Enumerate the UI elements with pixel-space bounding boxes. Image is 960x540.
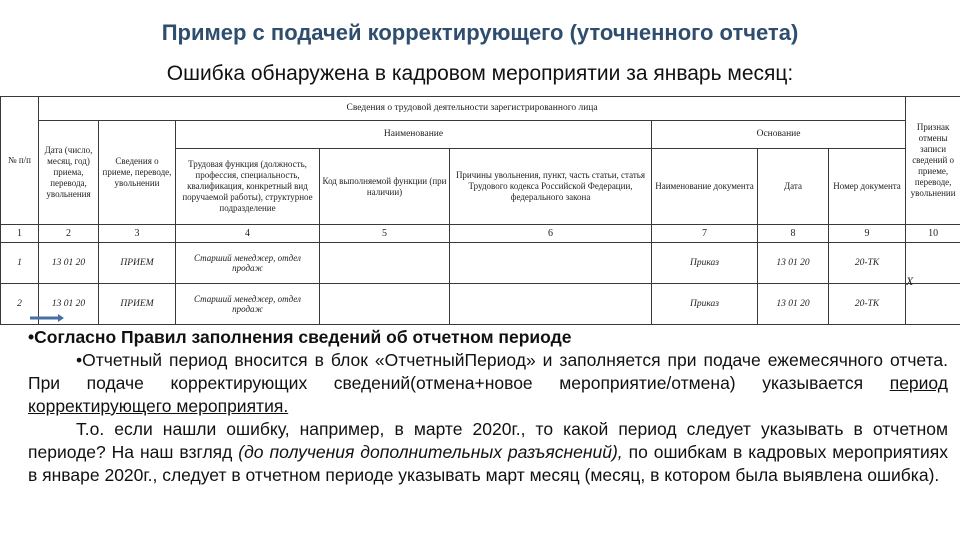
row-doc-date: 13 01 20: [758, 243, 829, 284]
header-function-code: Код выполняемой функции (при наличии): [320, 149, 450, 225]
cancel-x-mark: X: [906, 274, 914, 288]
row-info: ПРИЕМ: [99, 243, 176, 284]
row-function: Старший менеджер, отдел продаж: [176, 243, 320, 284]
para2-text: Т.о. если нашли ошибку, например, в марте 2020г., то какой период следует указывать в отчетном периоде? На наш взгляд: [28, 419, 948, 462]
header-reasons: Причины увольнения, пункт, часть статьи, статья Трудового кодекса Российской Федерации, федерального закона: [450, 149, 652, 225]
col-number: 4: [176, 225, 320, 243]
col-number: 1: [1, 225, 39, 243]
col-number: 5: [320, 225, 450, 243]
table-row: [1, 284, 960, 325]
body-paragraph-1: •Отчетный период вносится в блок «ОтчетныйПериод» и заполняется при подаче ежемесячного отчета. При подаче корректирующих сведений(отмена+новое мероприятие/отмена) указывается период корректирующего мероприятия.: [28, 350, 948, 416]
row-doc-date: 13 01 20: [758, 284, 829, 325]
row-info: ПРИЕМ: [99, 284, 176, 325]
row-cancel: [906, 243, 960, 284]
row-code: [320, 243, 450, 284]
col-number: 9: [829, 225, 906, 243]
column-numbers-row: [1, 225, 960, 243]
slide-title: Пример с подачей корректирующего (уточненного отчета): [161, 20, 799, 45]
row-date: 13 01 20: [39, 284, 99, 325]
table-row: [1, 243, 960, 284]
row-cancel: [906, 284, 960, 325]
header-num: № п/п: [1, 97, 39, 225]
row-num: 2: [1, 284, 39, 325]
header-group-basis: Основание: [652, 121, 906, 149]
header-group-name: Наименование: [176, 121, 652, 149]
para2-italic: (до получения дополнительных разъяснений),: [238, 442, 623, 462]
col-number: 2: [39, 225, 99, 243]
row-doc-number: 20-ТК: [829, 284, 906, 325]
body-heading: •Согласно Правил заполнения сведений об отчетном периоде: [28, 327, 572, 347]
row-doc-number: 20-ТК: [829, 243, 906, 284]
col-number: 3: [99, 225, 176, 243]
para1-text: Отчетный период вносится в блок «ОтчетныйПериод» и заполняется при подаче ежемесячного отчета. При подаче корректирующих сведений(отмена+новое мероприятие/отмена) указывается: [28, 350, 948, 393]
header-date: Дата (число, месяц, год) приема, перевода, увольнения: [39, 121, 99, 225]
header-doc-date: Дата: [758, 149, 829, 225]
header-doc-name: Наименование документа: [652, 149, 758, 225]
row-function: Старший менеджер, отдел продаж: [176, 284, 320, 325]
col-number: 10: [906, 225, 960, 243]
row-reason: [450, 284, 652, 325]
labor-activity-table: [0, 96, 960, 325]
body-heading-text: Согласно Правил заполнения сведений об отчетном периоде: [34, 327, 572, 347]
row-doc-name: Приказ: [652, 243, 758, 284]
header-cancel-flag: Признак отмены записи сведений о приеме, переводе, увольнении: [906, 97, 960, 225]
col-number: 7: [652, 225, 758, 243]
col-number: 6: [450, 225, 652, 243]
arrow-icon: [30, 314, 64, 322]
col-number: 8: [758, 225, 829, 243]
header-group-main: Сведения о трудовой деятельности зарегистрированного лица: [39, 97, 906, 121]
slide-subtitle: Ошибка обнаружена в кадровом мероприятии за январь месяц:: [166, 62, 794, 85]
row-num: 1: [1, 243, 39, 284]
body-text: [28, 326, 948, 487]
row-reason: [450, 243, 652, 284]
row-doc-name: Приказ: [652, 284, 758, 325]
row-code: [320, 284, 450, 325]
header-labor-function: Трудовая функция (должность, профессия, специальность, квалификация, конкретный вид поручаемой работы), структурное подразделение: [176, 149, 320, 225]
body-paragraph-2: [28, 418, 948, 487]
header-info: Сведения о приеме, переводе, увольнении: [99, 121, 176, 225]
header-doc-number: Номер документа: [829, 149, 906, 225]
row-date: 13 01 20: [39, 243, 99, 284]
para2-text-end: по ошибкам в кадровых мероприятиях в январе 2020г., следует в отчетном периоде указывать март месяц (месяц, в котором была выявлена ошибка).: [28, 442, 948, 485]
para1-underlined: период корректирующего мероприятия.: [28, 373, 948, 416]
